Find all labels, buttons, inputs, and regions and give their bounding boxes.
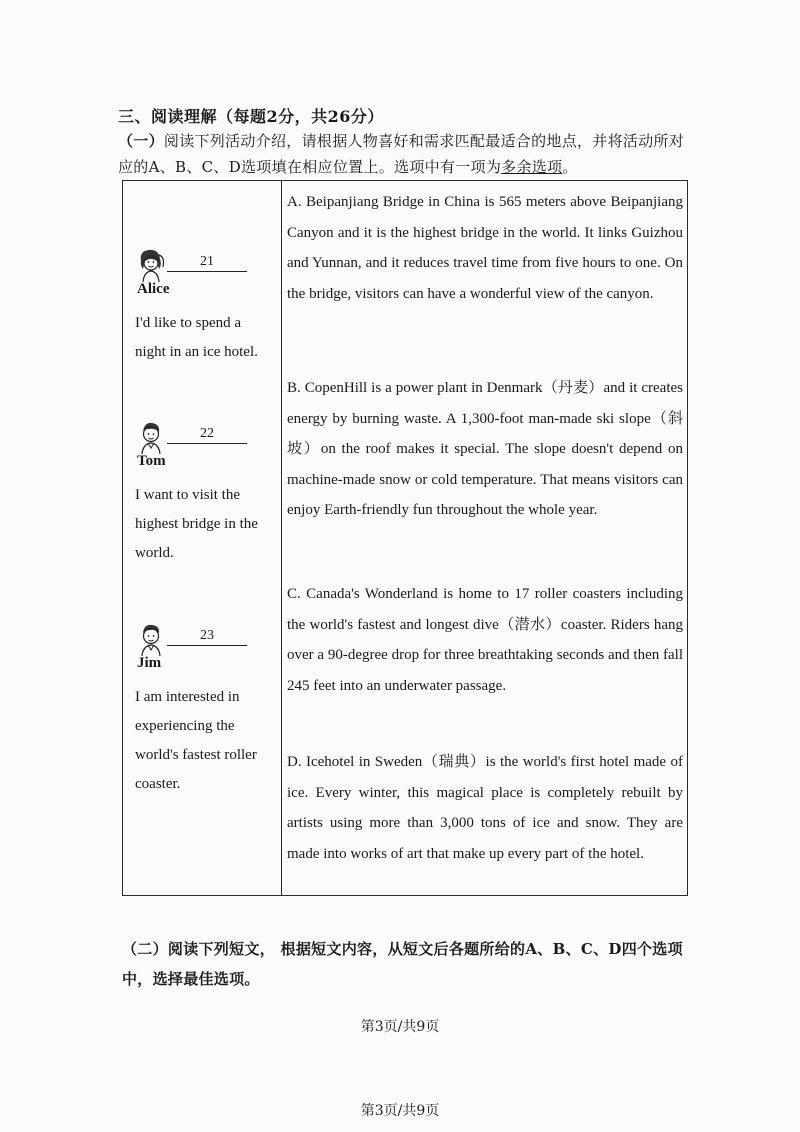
section-instructions [118,128,693,180]
intro-emphasis: 多余选项 [501,158,563,176]
boy-avatar-icon [135,419,167,455]
intro-end: 。 [562,158,578,176]
page-number: 第3页/共9页 [360,1019,440,1035]
intro-prefix: （一） [118,132,164,150]
person-wish: I am interested in experiencing the world's fastest roller coaster. [135,689,257,792]
section-title: 三、阅读理解（每题2分，共26分） [118,107,384,126]
table-divider [281,181,282,895]
boy-avatar-icon [135,621,167,657]
option-c: C. Canada's Wonderland is home to 17 roller coasters including the world's fastest and longest dive（潜水）coaster. Riders hang over a 90-degree drop for three breathtaking seconds and then fall 245 feet into an underwater passage. [287,586,683,694]
option-b: B. CopenHill is a power plant in Denmark（丹麦）and it creates energy by burning waste. A 1,300-foot man-made ski slope（斜坡）on the roof makes it special. The slope doesn't depend on machine-made snow or cold temperature. That means visitors can enjoy Earth-friendly fun throughout the whole year. [287,380,683,518]
girl-avatar-icon [135,247,167,283]
person-name: Jim [137,655,162,671]
page-number-outer: 第3页/共9页 [360,1103,440,1119]
answer-blank-23[interactable]: 23 [167,627,247,646]
part-two-instructions: （二）阅读下列短文， 根据短文内容，从短文后各题所给的A、B、C、D四个选项中，选择最佳选项。 [122,940,683,988]
person-name: Alice [137,281,170,297]
option-a: A. Beipanjiang Bridge in China is 565 meters above Beipanjiang Canyon and it is the highest bridge in the world. It links Guizhou and Yunnan, and it reduces travel time from five hours to one. On the bridge, visitors can have a wonderful view of the canyon. [287,194,683,302]
matching-table [122,180,688,896]
person-name: Tom [137,453,166,469]
person-wish: I want to visit the highest bridge in the world. [135,487,258,561]
answer-blank-22[interactable]: 22 [167,425,247,444]
option-d: D. Icehotel in Sweden（瑞典）is the world's first hotel made of ice. Every winter, this magical place is completely rebuilt by artists using more than 3,000 tons of ice and snow. They are made into works of art that make up every part of the hotel. [287,754,683,862]
intro-text: 阅读下列活动介绍，请根据人物喜好和需求匹配最适合的地点，并将活动所对应的A、B、C、D选项填在相应位置上。选项中有一项为 [118,132,685,176]
person-wish: I'd like to spend a night in an ice hotel. [135,315,258,360]
answer-blank-21[interactable]: 21 [167,253,247,272]
